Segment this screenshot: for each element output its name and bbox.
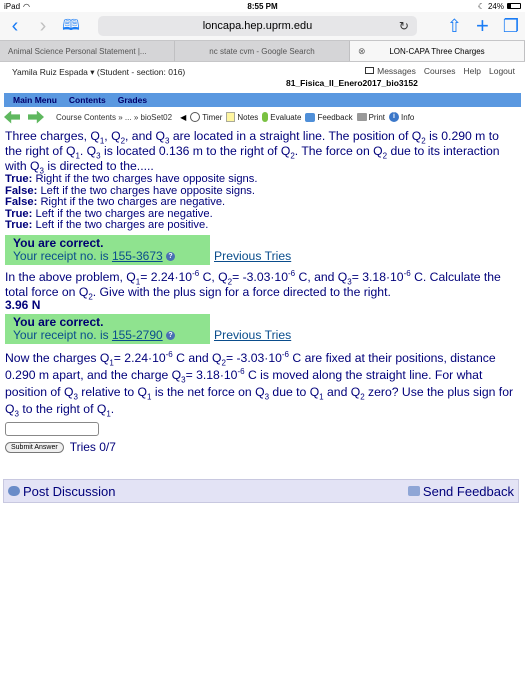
breadcrumb[interactable]: Course Contents » ... » bioSet02 [56,112,173,122]
address-bar[interactable] [98,16,417,36]
url-text: loncapa.hep.uprm.edu [202,20,313,32]
tabs-overview-icon[interactable]: ❐ [502,16,519,36]
info-label: Info [401,112,415,122]
correct-box [5,235,210,265]
previous-page-icon[interactable] [4,111,20,124]
tab-google-search[interactable] [175,41,350,61]
breadcrumb-back-icon[interactable]: ◀ [180,112,187,122]
previous-tries-link[interactable]: Previous Tries [214,248,292,263]
timer-icon [190,112,200,122]
feedback-label: Feedback [317,112,353,122]
tab-label: nc state cvm - Google Search [209,46,315,56]
problem1-text: Three charges, $Q_1$, $Q_2$, and $Q_3$ are located in a straight line. The position of $Q_2$ is 0.290 m to the right of $Q_1$. $Q_3$ is located 0.136 m to the right of $Q_2$. The force on $Q_2$ due to its interaction with $Q_3$ is directed to the..... [5,129,500,176]
notes-label: Notes [237,112,259,122]
battery-icon [507,3,521,9]
help-icon[interactable]: ? [166,331,175,340]
evaluate-icon [262,112,268,122]
option-tf: True: [5,219,33,231]
problem-content [5,129,519,455]
share-icon[interactable]: ⇧ [446,16,462,36]
back-icon[interactable]: ‹ [11,15,19,37]
send-feedback-label: Send Feedback [422,483,514,499]
menu-contents[interactable]: Contents [68,95,106,105]
forward-icon[interactable]: › [39,15,47,37]
info-icon: i [389,112,399,122]
tab-animal-science[interactable] [0,41,175,61]
option-text: Left if the two charges are negative. [35,207,213,220]
user-menu[interactable]: Yamila Ruiz Espada ▾ (Student - section: 016) [12,67,186,77]
notes-icon [226,112,235,122]
correct-title: You are correct. [13,235,104,250]
menu-main[interactable]: Main Menu [13,95,57,105]
problem3-text: Now the charges $Q_1= 2.24\cdot 10^{-6}$ C and $Q_2= -3.03\cdot 10^{-6}$ C are fixed at their positions, distance 0.290 m apart, and the charge $Q_3= 3.18\cdot 10^{-6}$ C is moved along the straight line. For what position of $Q_3$ relative to $Q_1$ is the net force on $Q_3$ due to $Q_1$ and $Q_2$ zero? Use the plus sign for $Q_3$ to the right of $Q_1$. [5,349,514,418]
timer-tool[interactable] [190,112,222,122]
option-text: Left if the two charges have opposite signs. [40,184,256,197]
send-feedback-link[interactable] [408,484,514,499]
previous-tries-link[interactable]: Previous Tries [214,327,292,342]
answer-input-row [5,422,519,436]
new-tab-icon[interactable]: + [476,13,489,38]
discussion-bar [3,479,519,503]
next-page-icon[interactable] [28,111,44,124]
messages-label: Messages [377,66,416,76]
mail-icon [365,67,374,74]
option-tf: False: [5,196,38,208]
feedback-icon [305,113,315,122]
receipt-link[interactable]: 155-2790 [111,327,163,342]
notes-tool[interactable] [226,112,258,122]
logout-link[interactable]: Logout [489,66,515,76]
feedback-send-icon [408,486,420,496]
device-name: iPad [4,1,21,11]
messages-link[interactable] [365,66,416,76]
submit-answer-button[interactable]: Submit Answer [5,442,64,453]
option-text: Right if the two charges are negative. [40,196,226,208]
loncapa-header [0,62,525,92]
help-icon[interactable]: ? [166,252,175,261]
option-tf: False: [5,184,38,197]
post-discussion-link[interactable] [8,484,115,499]
discussion-icon [8,486,20,496]
tab-loncapa[interactable] [350,41,525,61]
submit-row [5,440,519,455]
evaluate-tool[interactable] [262,112,301,122]
reload-icon[interactable]: ↻ [398,19,409,33]
option-line [5,220,519,232]
tries-counter: Tries 0/7 [69,439,116,454]
option-tf: True: [5,173,33,185]
receipt-prefix: Your receipt no. is [13,248,112,263]
evaluate-label: Evaluate [270,112,302,122]
status-time: 8:55 PM [247,1,278,11]
toolbar-actions [446,13,519,38]
problem2-text: In the above problem, $Q_1= 2.24\cdot 10^{-6}$ C, $Q_2= -3.03\cdot 10^{-6}$ C, and $Q_3= 3.18\cdot 10^{-6}$ C. Calculate the total force on $Q_2$. Give with the plus sign for a force directed to the right. [5,268,501,301]
wifi-icon: ◠ [23,1,30,11]
resource-nav-row [0,107,525,127]
problem1-options [5,174,519,232]
print-tool[interactable] [357,113,385,122]
timer-label: Timer [202,112,223,122]
help-link[interactable]: Help [463,66,481,76]
problem2-feedback [5,314,519,344]
courses-link[interactable]: Courses [423,66,456,76]
correct-box [5,314,210,344]
post-discussion-label: Post Discussion [23,483,116,499]
receipt-link[interactable]: 155-3673 [111,248,163,263]
moon-icon: ☾ [477,1,485,11]
problem2-answer: 3.96 N [5,297,41,312]
print-label: Print [368,112,386,122]
receipt-line [13,250,204,263]
print-icon [357,113,367,121]
problem1-feedback [5,235,519,265]
browser-tabs [0,40,525,62]
answer-input[interactable] [5,422,99,436]
battery-percent: 24% [487,1,504,11]
option-text: Right if the two charges have opposite signs. [35,173,258,185]
course-title: 81_Fisica_II_Enero2017_bio3152 [286,78,418,88]
header-links [365,66,515,76]
main-menubar [4,93,521,107]
tab-label: Animal Science Personal Statement |... [8,46,147,56]
option-text: Left if the two charges are positive. [35,219,209,231]
receipt-prefix: Your receipt no. is [13,327,112,342]
ios-status-bar [0,0,525,12]
option-tf: True: [5,207,33,220]
receipt-line [13,329,204,342]
browser-toolbar [0,12,525,40]
feedback-tool[interactable] [305,113,352,122]
close-tab-icon[interactable]: ⊗ [358,45,366,56]
info-tool[interactable] [389,112,414,122]
correct-title: You are correct. [13,314,104,329]
menu-grades[interactable]: Grades [117,95,148,105]
tab-label: LON-CAPA Three Charges [389,46,485,56]
bookmarks-icon[interactable]: 🕮 [62,17,80,34]
